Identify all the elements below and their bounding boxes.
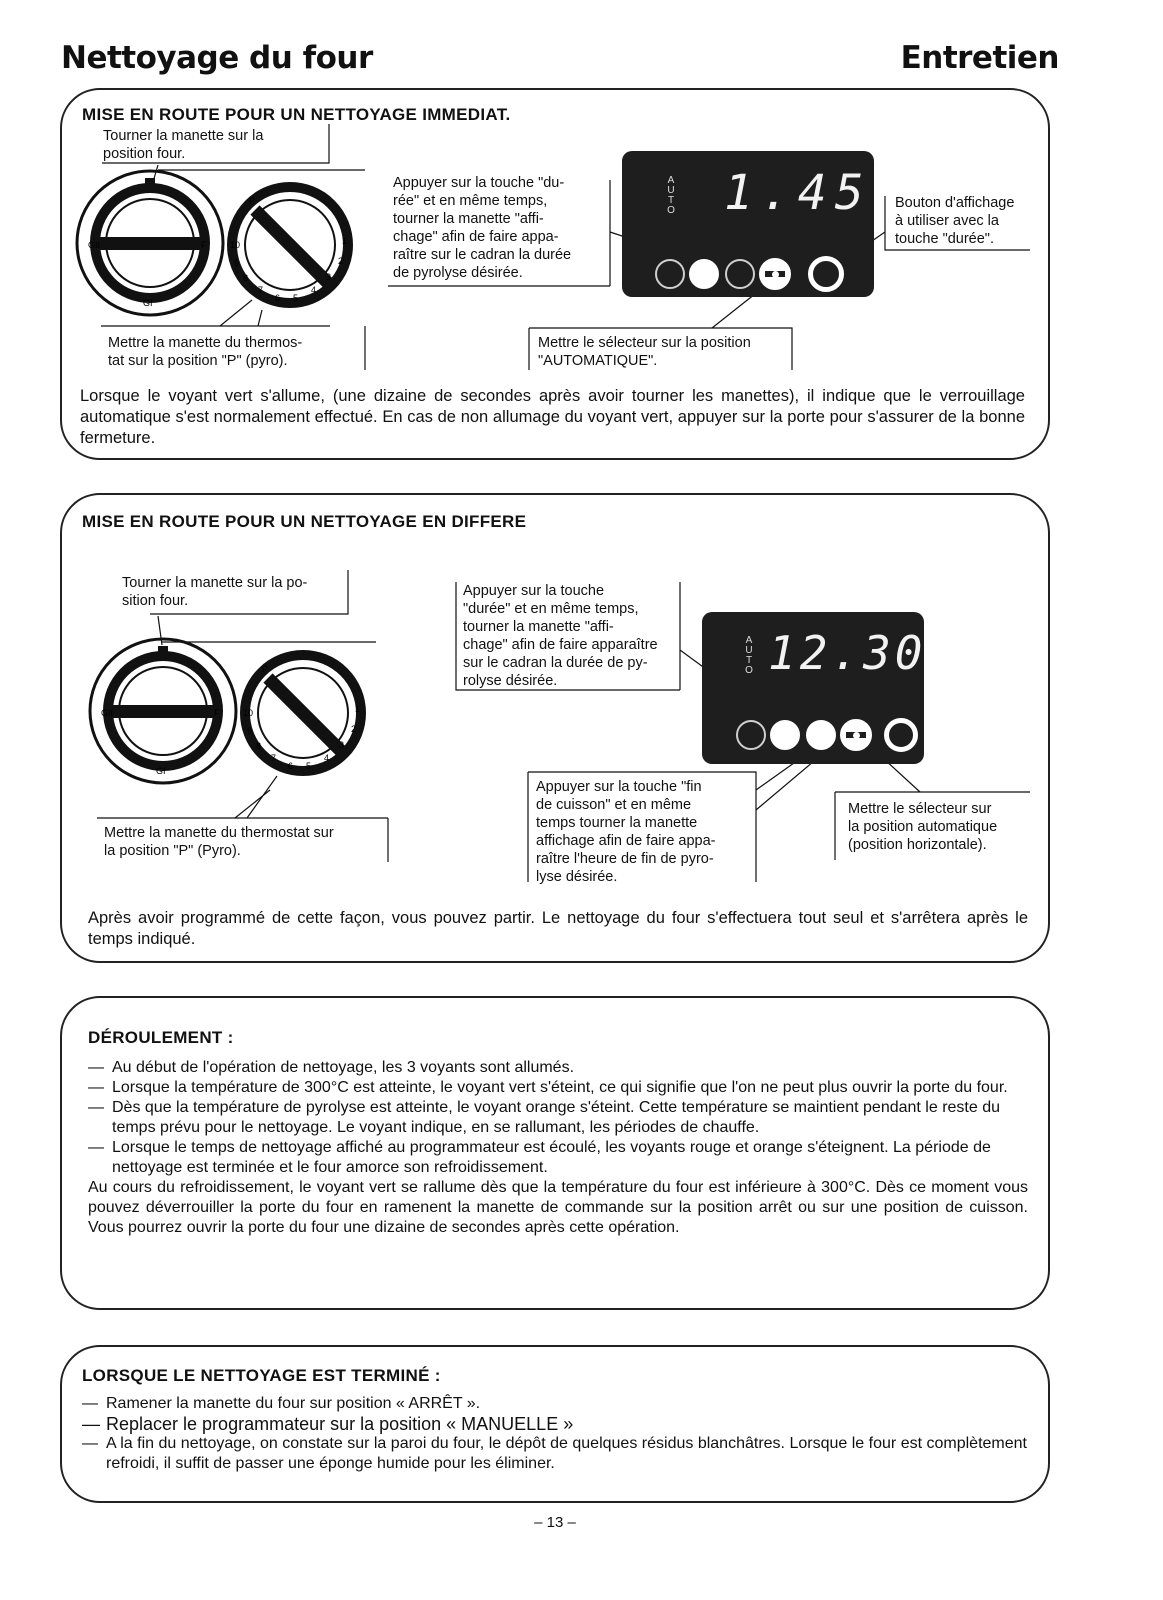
- dial-label-2: 2: [338, 256, 344, 266]
- dial-label-gii: GII: [88, 240, 101, 250]
- dial-label-7: 7: [271, 753, 277, 763]
- dial-label-6: 6: [275, 293, 281, 303]
- list-item: — Lorsque le temps de nettoyage affiché au programmateur est écoulé, les voyants rouge et orange s'éteignent. La période de nettoyage est terminée et le four amorce son refroidissement.: [88, 1139, 991, 1176]
- list-item: — Dès que la température de pyrolyse est atteinte, le voyant orange s'éteint. Cette température se maintient pendant le reste du temps prévu pour le nettoyage. Le voyant indique, en se rallumant, les périodes de chauffe.: [88, 1099, 1001, 1136]
- termine-list: [82, 1394, 1027, 1474]
- fin-cuisson-button[interactable]: [806, 720, 836, 750]
- section-deroulement-title: DÉROULEMENT :: [88, 1028, 234, 1047]
- caption-duree-button: Appuyer sur la touche "du- rée" et en même temps, tourner la manette "affi- chage" afin de faire appa- raître sur le cadran la durée de pyrolyse désirée.: [393, 175, 572, 281]
- dial-label-1: 1: [355, 704, 361, 714]
- section-immediate-title: MISE EN ROUTE POUR UN NETTOYAGE IMMEDIAT.: [82, 105, 511, 124]
- caption-thermostat: Mettre la manette du thermos- tat sur la position "P" (pyro).: [108, 335, 303, 369]
- dial-label-2: 2: [351, 724, 357, 734]
- dial-label-7: 7: [258, 285, 264, 295]
- dial-label-8: 8: [243, 273, 249, 283]
- deroulement-list: [88, 1058, 1028, 1238]
- list-item: — A la fin du nettoyage, on constate sur la paroi du four, le dépôt de quelques résidus blanchâtres. Lorsque le four est complètement refroidi, il suffit de passer une éponge humide pour les éliminer.: [82, 1435, 1027, 1472]
- dial-label-6: 6: [288, 761, 294, 771]
- caption-thermostat: Mettre la manette du thermostat sur la position "P" (Pyro).: [104, 825, 334, 859]
- page-number: – 13 –: [534, 1514, 576, 1531]
- list-item: — Au début de l'opération de nettoyage, les 3 voyants sont allumés.: [88, 1059, 575, 1076]
- dial-label-p: P: [262, 664, 269, 674]
- deroulement-paragraph: Au cours du refroidissement, le voyant vert se rallume dès que la température du four est inférieure à 300°C. Dès ce moment vous pouvez déverrouiller la porte du four en ramenent la manette de commande sur la position arrêt ou sur une position de cuisson. Vous pourrez ouvrir la porte du four une dizaine de secondes après cette opération.: [88, 1179, 1028, 1236]
- section-deferred-paragraph: Après avoir programmé de cette façon, vous pouvez partir. Le nettoyage du four s'effectuera tout seul et s'arrêtera après le temps indiqué.: [88, 909, 1028, 948]
- dial-label-9: 9: [247, 726, 253, 736]
- list-item: — Lorsque la température de 300°C est atteinte, le voyant vert s'éteint, ce qui signifie que l'on ne peut plus ouvrir la porte du four.: [88, 1079, 1008, 1096]
- page-title: Nettoyage du four: [61, 40, 373, 76]
- section-deferred-title: MISE EN ROUTE POUR UN NETTOYAGE EN DIFFERE: [82, 512, 527, 531]
- section-heading: Entretien: [900, 40, 1059, 76]
- dial-label-5: 5: [306, 761, 312, 771]
- mode-selector[interactable]: [840, 719, 872, 751]
- duree-button[interactable]: [770, 720, 800, 750]
- dial-label-gi: GI: [156, 766, 166, 776]
- dial-label-3: 3: [339, 740, 345, 750]
- caption-selector: Mettre le sélecteur sur la position "AUTOMATIQUE".: [538, 335, 751, 369]
- dial-label-gi: GI: [143, 298, 153, 308]
- section-immediate-paragraph: Lorsque le voyant vert s'allume, (une dizaine de secondes après avoir tourner les manettes), il indique que le verrouillage automatique s'est normalement effectué. En cas de non allumage du voyant vert, appuyer sur la porte pour s'assurer de la bonne fermeture.: [80, 387, 1025, 447]
- dial-label-4: 4: [324, 753, 330, 763]
- list-item: — Ramener la manette du four sur position « ARRÊT ».: [82, 1395, 481, 1412]
- light-indicator: [736, 720, 766, 750]
- dial-label-4: 4: [311, 285, 317, 295]
- dial-label-3: 3: [326, 272, 332, 282]
- caption-selector: Mettre le sélecteur sur la position automatique (position horizontale).: [848, 801, 998, 853]
- programmer-panel: [702, 612, 927, 764]
- dial-label-p: P: [249, 196, 256, 206]
- caption-oven-knob: Tourner la manette sur la po- sition four.: [122, 575, 308, 609]
- dial-label-1: 1: [342, 236, 348, 246]
- caption-oven-knob: Tourner la manette sur la position four.: [103, 128, 264, 162]
- dial-label-5: 5: [293, 293, 299, 303]
- time-display: 1.45: [724, 165, 872, 221]
- dial-label-9: 9: [234, 258, 240, 268]
- dial-label-10: 10: [243, 708, 254, 718]
- caption-fin-cuisson: Appuyer sur la touche "fin de cuisson" et en même temps tourner la manette affichage afin de faire appa- raître l'heure de fin de pyro- lyse désirée.: [536, 779, 716, 885]
- dial-label-8: 8: [256, 741, 262, 751]
- display-knob[interactable]: [884, 718, 918, 752]
- list-item: — Replacer le programmateur sur la position « MANUELLE »: [82, 1414, 574, 1434]
- section-termine-title: LORSQUE LE NETTOYAGE EST TERMINÉ :: [82, 1366, 441, 1385]
- auto-indicator: A U T O: [745, 635, 753, 676]
- dial-label-gii: GII: [101, 708, 114, 718]
- time-display: 12.30: [768, 626, 927, 680]
- caption-duree-button: Appuyer sur la touche "durée" et en même temps, tourner la manette "affi- chage" afin de faire apparaître sur le cadran la durée de py- rolyse désirée.: [463, 583, 658, 689]
- dial-label-f: F: [214, 708, 220, 718]
- dial-label-f: F: [201, 240, 207, 250]
- caption-display-button: Bouton d'affichage à utiliser avec la touche "durée".: [895, 195, 1015, 247]
- dial-label-10: 10: [230, 240, 241, 250]
- auto-indicator: A U T O: [667, 175, 675, 216]
